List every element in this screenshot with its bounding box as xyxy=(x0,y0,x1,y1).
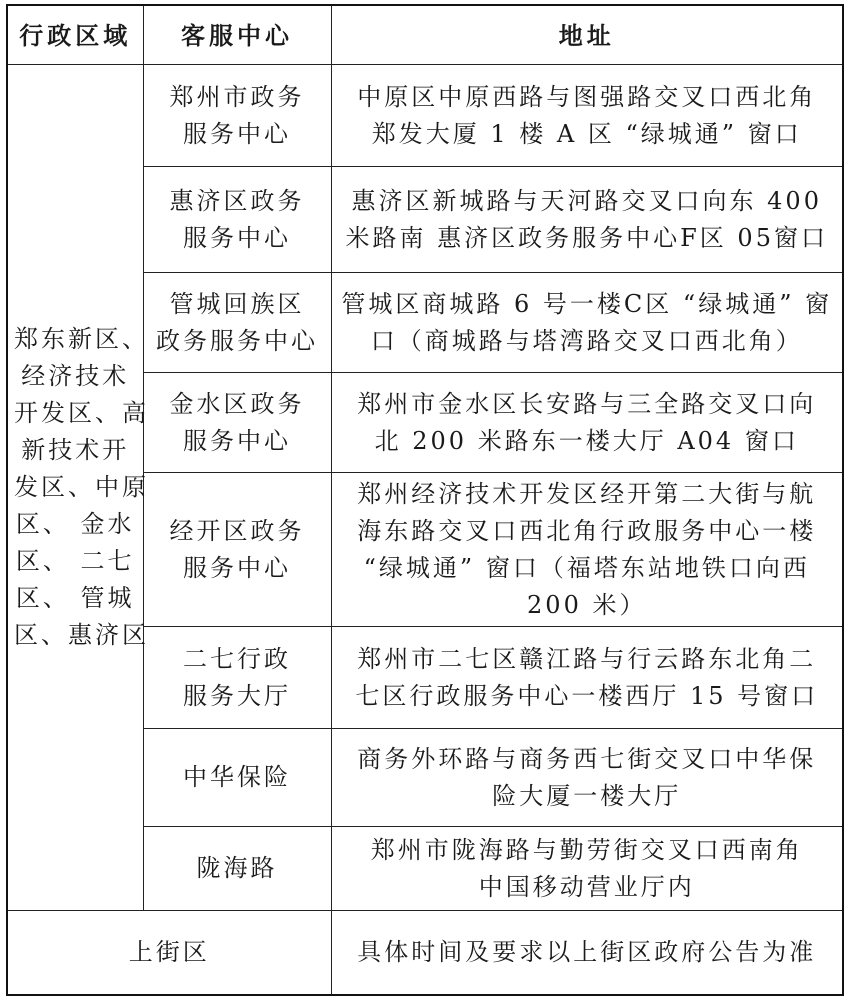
center-name-line: 服务中心 xyxy=(183,119,291,148)
center-name-line: 二七行政 xyxy=(183,644,291,673)
center-name-cell xyxy=(143,65,331,167)
address-line: 郑州经济技术开发区经开第二大街与航 xyxy=(357,479,817,508)
center-name-cell xyxy=(143,167,331,273)
address-line: 200 米） xyxy=(527,590,647,619)
address-line: 海东路交叉口西北角行政服务中心一楼 xyxy=(357,516,817,545)
address-cell xyxy=(331,373,843,473)
address-cell-shangjie: 具体时间及要求以上街区政府公告为准 xyxy=(331,911,843,995)
address-line: “绿城通” 窗口（福塔东站地铁口向西 xyxy=(363,553,810,582)
address-cell xyxy=(331,827,843,911)
center-name-cell xyxy=(143,729,331,827)
service-center-table xyxy=(6,4,844,996)
center-name-line: 服务中心 xyxy=(183,223,291,252)
address-line: 米路南 惠济区政务服务中心F区 05窗口 xyxy=(345,223,828,252)
center-name-cell xyxy=(143,373,331,473)
center-name-line: 经开区政务 xyxy=(169,516,305,545)
address-cell xyxy=(331,273,843,373)
region-line: 区、 二七 xyxy=(15,547,135,576)
center-name-cell xyxy=(143,473,331,627)
header-address: 地址 xyxy=(331,5,843,65)
address-line: 郑州市陇海路与勤劳街交叉口西南角 xyxy=(370,835,803,864)
address-line: 中原区中原西路与图强路交叉口西北角 xyxy=(357,82,817,111)
address-line: 郑州市金水区长安路与三全路交叉口向 xyxy=(357,389,817,418)
center-name-line: 陇海路 xyxy=(196,854,278,883)
center-name-line: 郑州市政务 xyxy=(169,82,305,111)
header-center: 客服中心 xyxy=(143,5,331,65)
region-line: 开发区、高 xyxy=(14,399,149,428)
region-line: 郑东新区、 xyxy=(14,325,149,354)
center-name-line: 服务中心 xyxy=(183,426,291,455)
center-name-line: 金水区政务 xyxy=(169,389,305,418)
address-line: 北 200 米路东一楼大厅 A04 窗口 xyxy=(374,426,799,455)
region-line: 区、惠济区 xyxy=(14,621,149,650)
region-cell-shangjie: 上街区 xyxy=(7,911,331,995)
table-header-row xyxy=(7,5,843,65)
address-line: 口（商城路与塔湾路交叉口西北角） xyxy=(370,326,803,355)
center-name-line: 政务服务中心 xyxy=(156,326,318,355)
region-cell-group xyxy=(7,65,149,911)
table-row xyxy=(7,65,843,167)
address-cell xyxy=(331,627,843,729)
region-line: 区、 管城 xyxy=(15,584,135,613)
table-row-footer xyxy=(7,911,843,995)
center-name-line: 服务大厅 xyxy=(183,681,291,710)
address-line: 惠济区新城路与天河路交叉口向东 400 xyxy=(351,186,822,215)
center-name-cell xyxy=(143,273,331,373)
region-line: 经济技术 xyxy=(21,362,130,391)
address-line: 七区行政服务中心一楼西厅 15 号窗口 xyxy=(355,681,819,710)
address-cell xyxy=(331,167,843,273)
center-name-line: 惠济区政务 xyxy=(169,186,305,215)
center-name-cell xyxy=(143,827,331,911)
region-line: 新技术开 xyxy=(21,436,130,465)
region-line: 发区、中原 xyxy=(14,473,149,502)
address-line: 郑发大厦 1 楼 A 区 “绿城通” 窗口 xyxy=(371,119,802,148)
address-line: 商务外环路与商务西七街交叉口中华保 xyxy=(357,744,817,773)
center-name-line: 中华保险 xyxy=(183,763,291,792)
center-name-line: 服务中心 xyxy=(183,553,291,582)
center-name-line: 管城回族区 xyxy=(169,289,305,318)
address-line: 险大厦一楼大厅 xyxy=(492,781,682,810)
address-cell xyxy=(331,473,843,627)
address-line: 郑州市二七区赣江路与行云路东北角二 xyxy=(357,644,817,673)
address-cell xyxy=(331,729,843,827)
address-cell xyxy=(331,65,843,167)
header-region: 行政区域 xyxy=(7,5,143,65)
address-line: 管城区商城路 6 号一楼C区 “绿城通” 窗 xyxy=(341,289,833,318)
address-line: 中国移动营业厅内 xyxy=(478,872,695,901)
region-line: 区、 金水 xyxy=(15,510,135,539)
center-name-cell xyxy=(143,627,331,729)
